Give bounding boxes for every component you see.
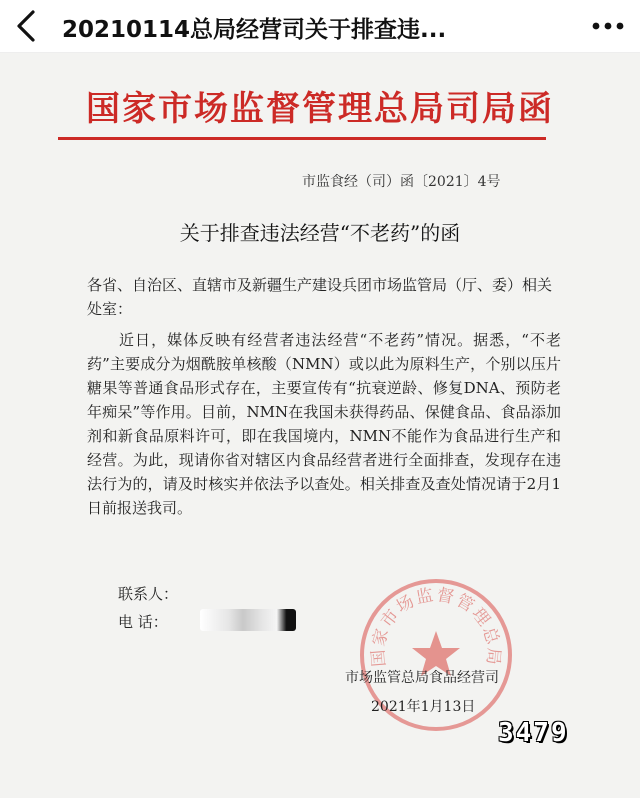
contact-phone-label: 电 话： bbox=[118, 613, 168, 631]
page-title: 20210114总局经营司关于排查违... bbox=[62, 17, 447, 43]
letter-header-title: 国家市场监督管理总局司局函 bbox=[86, 89, 554, 129]
chevron-left-icon bbox=[15, 10, 37, 42]
more-button[interactable] bbox=[586, 8, 630, 44]
addressee: 各省、自治区、直辖市及新疆生产建设兵团市场监管局（厅、委）相关处室： bbox=[87, 276, 553, 318]
issue-date: 2021年1月13日 bbox=[371, 699, 476, 715]
redacted-phone-number bbox=[200, 609, 296, 631]
official-letter bbox=[0, 53, 640, 798]
document-number: 市监食经（司）函〔2021〕4号 bbox=[302, 174, 501, 190]
more-dots-icon bbox=[591, 21, 625, 31]
contact-person-label: 联系人： bbox=[118, 585, 179, 603]
document-subject: 关于排查违法经营“不老药”的函 bbox=[179, 221, 461, 245]
watermark-number: 3479 bbox=[498, 718, 569, 748]
letter-body: 近日，媒体反映有经营者违法经营“不老药”情况。据悉，“不老药”主要成分为烟酰胺单核酸（NMN）或以此为原料生产，个别以压片糖果等普通食品形式存在，主要宣传有“抗衰逆龄、修复DNA、预防老年痴呆”等作用。目前，NMN在我国未获得药品、保健食品、食品添加剂和新食品原料许可，即在我国境内，NMN不能作为食品进行生产和经营。为此，现请你省对辖区内食品经营者进行全面排查，发现存在违法行为的，请及时核实并依法予以查处。相关排查及查处情况请于2月1日前报送我司。 bbox=[87, 331, 561, 517]
top-bar bbox=[0, 0, 640, 53]
sender-organization: 市场监管总局食品经营司 bbox=[345, 670, 499, 686]
header-divider bbox=[58, 137, 546, 140]
back-button[interactable] bbox=[6, 6, 46, 46]
svg-text:国家市场监督管理总局: 国家市场监督管理总局 bbox=[368, 585, 504, 668]
